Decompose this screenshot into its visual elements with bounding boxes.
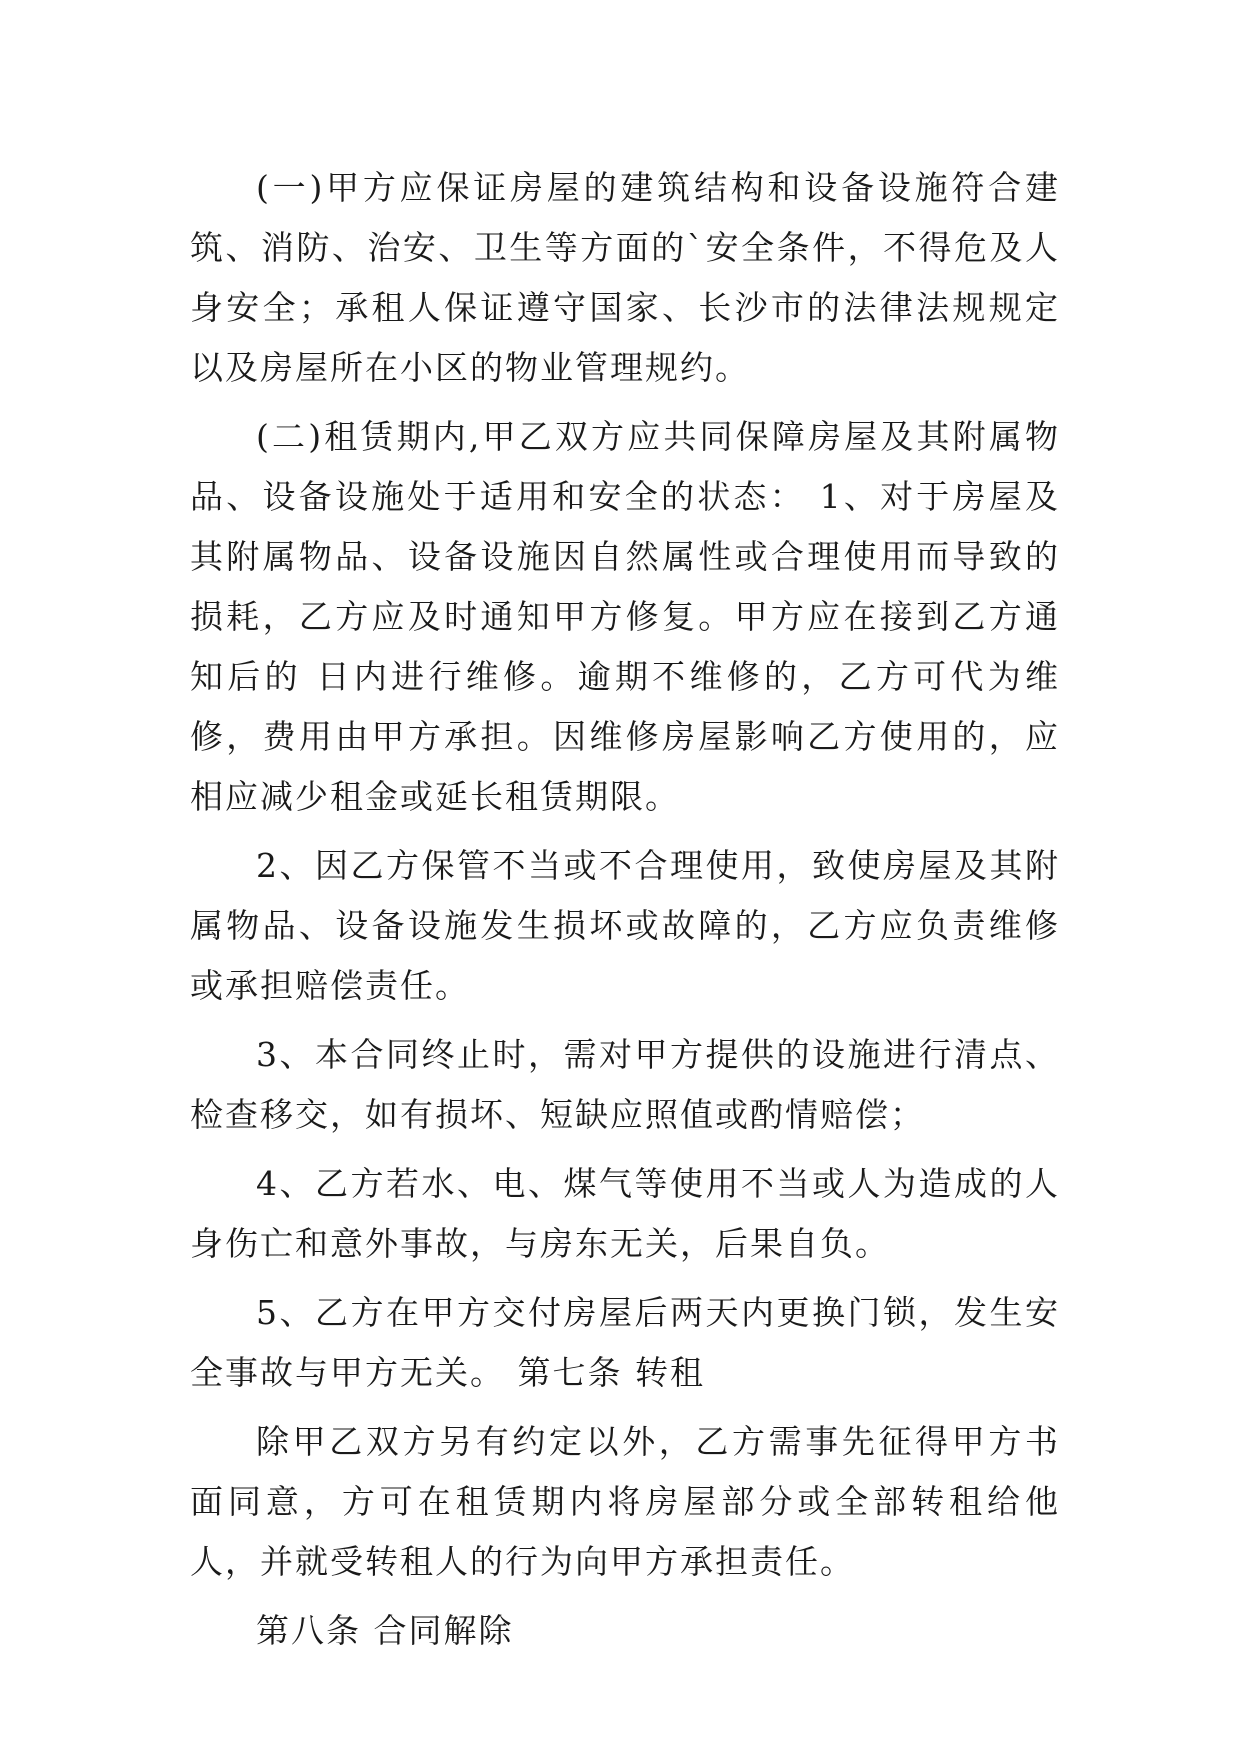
paragraph-maintenance-during-lease: (二)租赁期内,甲乙双方应共同保障房屋及其附属物品、设备设施处于适用和安全的状态： 1、对于房屋及其附属物品、设备设施因自然属性或合理使用而导致的损耗，乙方应及时通知甲方修复。甲方应在接到乙方通知后的 日内进行维修。逾期不维修的，乙方可代为维修，费用由甲方承担。因维修房屋影响乙方使用的，应相应减少租金或延长租赁期限。: [190, 417, 1060, 816]
paragraph-tenant-damage-liability: 2、因乙方保管不当或不合理使用，致使房屋及其附属物品、设备设施发生损坏或故障的，乙方应负责维修或承担赔偿责任。: [190, 846, 1060, 1005]
paragraph-lock-change-article-seven: 5、乙方在甲方交付房屋后两天内更换门锁，发生安全事故与甲方无关。 第七条 转租: [190, 1293, 1060, 1392]
paragraph-termination-inventory: 3、本合同终止时，需对甲方提供的设施进行清点、检查移交，如有损坏、短缺应照值或酌情赔偿；: [190, 1035, 1060, 1134]
paragraph-landlord-safety-obligation: (一)甲方应保证房屋的建筑结构和设备设施符合建筑、消防、治安、卫生等方面的`安全条件，不得危及人身安全；承租人保证遵守国家、长沙市的法律法规规定以及房屋所在小区的物业管理规约。: [190, 168, 1060, 387]
paragraph-utility-accidents: 4、乙方若水、电、煤气等使用不当或人为造成的人身伤亡和意外事故，与房东无关，后果自负。: [190, 1164, 1060, 1263]
document-page: [190, 158, 1060, 1670]
heading-article-eight: 第八条 合同解除: [256, 1611, 514, 1650]
paragraph-sublease-terms: 除甲乙双方另有约定以外，乙方需事先征得甲方书面同意，方可在租赁期内将房屋部分或全部转租给他人，并就受转租人的行为向甲方承担责任。: [190, 1422, 1060, 1581]
